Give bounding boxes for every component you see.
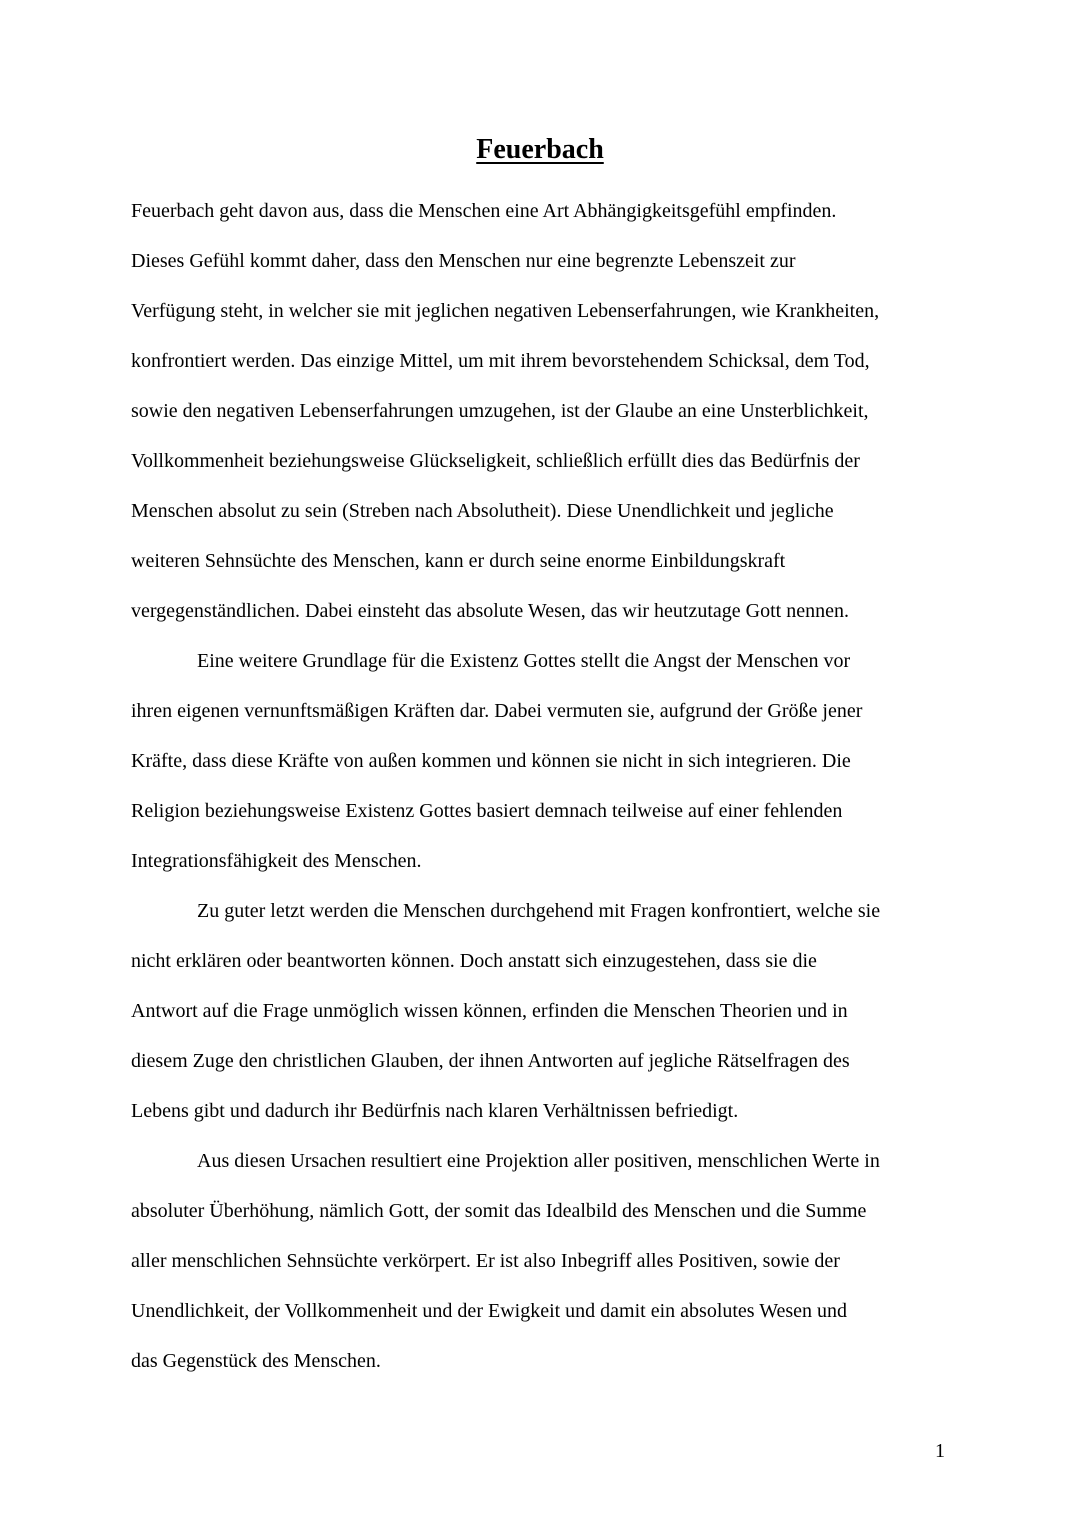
text-line: nicht erklären oder beantworten können. Doch anstatt sich einzugestehen, dass sie die [131, 950, 817, 972]
text-line: weiteren Sehnsüchte des Menschen, kann er durch seine enorme Einbildungskraft [131, 550, 786, 572]
page-title: Feuerbach [476, 134, 604, 165]
text-line: Dieses Gefühl kommt daher, dass den Menschen nur eine begrenzte Lebenszeit zur [131, 250, 796, 272]
text-line: das Gegenstück des Menschen. [131, 1350, 381, 1372]
page-number: 1 [935, 1440, 945, 1462]
text-line: Unendlichkeit, der Vollkommenheit und der Ewigkeit und damit ein absolutes Wesen und [131, 1300, 848, 1322]
text-line: Antwort auf die Frage unmöglich wissen können, erfinden die Menschen Theorien und in [131, 1000, 848, 1022]
text-line: diesem Zuge den christlichen Glauben, der ihnen Antworten auf jegliche Rätselfragen des [131, 1050, 850, 1072]
text-line: konfrontiert werden. Das einzige Mittel, um mit ihrem bevorstehendem Schicksal, dem Tod, [131, 350, 870, 372]
text-line: Aus diesen Ursachen resultiert eine Projektion aller positiven, menschlichen Werte in [197, 1150, 880, 1172]
text-line: vergegenständlichen. Dabei einsteht das absolute Wesen, das wir heutzutage Gott nennen. [131, 600, 849, 622]
text-line: Vollkommenheit beziehungsweise Glückseligkeit, schließlich erfüllt dies das Bedürfnis der [131, 450, 860, 472]
text-line: ihren eigenen vernunftsmäßigen Kräften dar. Dabei vermuten sie, aufgrund der Größe jener [131, 700, 863, 722]
text-line: sowie den negativen Lebenserfahrungen umzugehen, ist der Glaube an eine Unsterblichkeit, [131, 400, 869, 422]
text-line: absoluter Überhöhung, nämlich Gott, der somit das Idealbild des Menschen und die Summe [131, 1200, 867, 1222]
text-line: Kräfte, dass diese Kräfte von außen kommen und können sie nicht in sich integrieren. Die [131, 750, 851, 772]
text-line: Feuerbach geht davon aus, dass die Menschen eine Art Abhängigkeitsgefühl empfinden. [131, 200, 837, 222]
text-line: Verfügung steht, in welcher sie mit jeglichen negativen Lebenserfahrungen, wie Krankheiten, [131, 300, 880, 322]
text-line: Integrationsfähigkeit des Menschen. [131, 850, 422, 872]
text-line: Zu guter letzt werden die Menschen durchgehend mit Fragen konfrontiert, welche sie [197, 900, 881, 922]
text-line: Menschen absolut zu sein (Streben nach Absolutheit). Diese Unendlichkeit und jegliche [131, 500, 834, 522]
text-line: Eine weitere Grundlage für die Existenz Gottes stellt die Angst der Menschen vor [197, 650, 851, 672]
text-line: Lebens gibt und dadurch ihr Bedürfnis nach klaren Verhältnissen befriedigt. [131, 1100, 739, 1122]
text-line: aller menschlichen Sehnsüchte verkörpert. Er ist also Inbegriff alles Positiven, sowie der [131, 1250, 840, 1272]
text-line: Religion beziehungsweise Existenz Gottes basiert demnach teilweise auf einer fehlenden [131, 800, 843, 822]
